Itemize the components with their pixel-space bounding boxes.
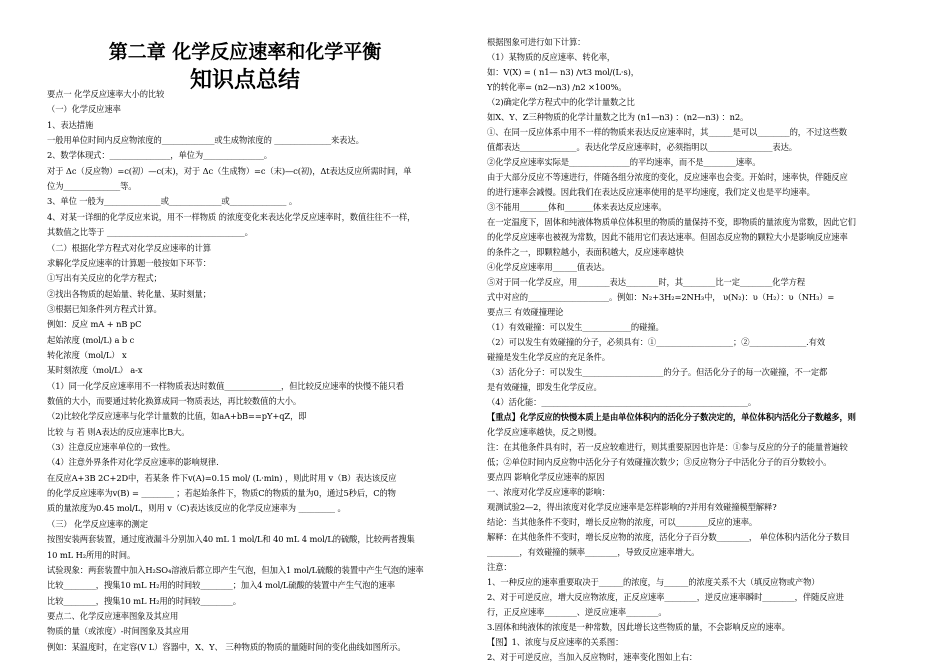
- right-text-line: （1）某物质的反应速率、转化率，: [487, 52, 616, 62]
- right-text-line: 的进行速率会减慢。因此我们在表达反应速率使用的是平均速度，我们定义也是平均速率。: [487, 187, 815, 197]
- right-text-line: 2、对于可逆反应，增大反应物浓度，正反应速率________，逆反应速率瞬时________，伴随反应进: [487, 592, 844, 602]
- right-text-line: （3）活化分子：可以发生____________________的分子。但活化分子的每一次碰撞，不一定都: [487, 367, 828, 377]
- right-text-line: 的化学反应速率也被视为常数，因此不能用它们表达速率。但固态反应物的颗粒大小是影响反应速率: [487, 232, 848, 242]
- left-text-line: 比较________，搜集10 mL H₂用的时间较________。: [47, 595, 241, 606]
- left-text-line: 例如：反应 mA + nB pC: [47, 319, 142, 330]
- right-text-line: 要点三 有效碰撞理论: [487, 307, 564, 317]
- right-text-line: 是有效碰撞，即发生化学反应。: [487, 382, 602, 392]
- right-text-line: 观测试验2—2，得出浓度对化学反应速率是怎样影响的?并用有效碰撞模型解释?: [487, 502, 777, 512]
- right-text-line: 化学反应速率越快，反之则慢。: [487, 427, 602, 437]
- right-text-line: 式中对应的____________________。例如：N₂+3H₂=2NH₃中， υ(N₂)：υ（H₂）：υ（NH₃）=: [487, 292, 835, 302]
- right-text-line: 的条件之一，即颗粒越小，表面积越大，反应速率越快: [487, 247, 684, 257]
- right-text-line: 低；②单位时间内反应物中活化分子有效碰撞次数少；③反应物分子中活化分子的百分数较小。: [487, 457, 832, 467]
- left-text-line: 例如：某温度时，在定容(V L）容器中，X、Y、 三种物质的物质的量随时间的变化曲线如图所示。: [47, 641, 406, 652]
- left-text-line: ①写出有关反应的化学方程式；: [47, 273, 162, 284]
- right-text-line: ⑤对于同一化学反应，用________表达________时，其________比一定________化学方程: [487, 277, 806, 287]
- left-text-line: （二）根据化学方程式对化学反应速率的计算: [47, 242, 211, 253]
- right-text-line: 如X、Y、Z三种物质的化学计量数之比为 (n1—n3) ：(n2—n3) ：n2。: [487, 112, 749, 122]
- left-text-line: （1）同一化学反应速率用不一样物质表达时数值______________，但比较反应速率的快慢不能只看: [47, 380, 404, 391]
- right-text-line: 【图】1、浓度与反应速率的关系图：: [487, 637, 624, 647]
- right-text-line: 行，正反应速率________、逆反应速率________。: [487, 607, 667, 617]
- right-text-line: ②化学反应速率实际是_______________的平均速率，而不是________速率。: [487, 157, 761, 167]
- right-text-line: （1）有效碰撞：可以发生____________的碰撞。: [487, 322, 664, 332]
- left-text-line: 要点二、化学反应速率图象及其应用: [47, 610, 179, 621]
- right-text-line: 值都表达______________。表达化学反应速率时，必须指明以________________表达。: [487, 142, 797, 152]
- right-text-line: 碰撞是发生化学反应的充足条件。: [487, 352, 610, 362]
- left-text-line: 1、表达措施: [47, 119, 94, 130]
- left-text-line: （2)比较化学反应速率与化学计量数的比值，如aA+bB==pY+qZ，即: [47, 411, 307, 422]
- right-text-line: 【重点】化学反应的快慢本质上是由单位体积内的活化分子数决定的，单位体积内活化分子数越多，则: [487, 412, 856, 422]
- right-text-line: 3.固体和纯液体的浓度是一种常数，因此增长这些物质的量，不会影响反应的速率。: [487, 622, 790, 632]
- left-text-line: ③根据已知条件列方程式计算。: [47, 303, 162, 314]
- left-text-line: 其数值之比等于 __________________________________。: [47, 227, 253, 238]
- left-text-line: 的化学反应速率为v(B) = ________ ；若起始条件下，物质C的物质的量为0，通过5秒后，C的物: [47, 488, 396, 499]
- right-text-line: 一、浓度对化学反应速率的影响：: [487, 487, 610, 497]
- right-text-line: 注：在其他条件具有时，若一反应较难进行，则其重要原因也许是：①参与反应的分子的能量普遍较: [487, 442, 848, 452]
- left-text-line: （一）化学反应速率: [47, 104, 121, 115]
- right-text-line: ①、在同一反应体系中用不一样的物质来表达反应速率时，其______是可以________的，不过这些数: [487, 127, 847, 137]
- left-text-line: ②找出各物质的起始量、转化量、某时刻量；: [47, 288, 211, 299]
- left-text-line: 试验现象：两套装置中加入H₂SO₄溶液后都立即产生气泡，但加入1 mol/L硫酸的装置中产生气泡的速率: [47, 564, 424, 575]
- left-text-line: 物质的量（或浓度）-时间图象及其应用: [47, 626, 190, 637]
- left-text-line: 质的量浓度为0.45 mol/L，则用 v（C)表达该反应的化学反应速率为 _________ 。: [47, 503, 346, 514]
- left-text-line: 4、对某一详细的化学反应来说，用不一样物质 的浓度变化来表达化学反应速率时，数值往往不一样，: [47, 211, 416, 222]
- right-text-line: 在一定温度下，固体和纯液体物质单位体积里的物质的量保持不变，即物质的量浓度为常数，因此它们: [487, 217, 856, 227]
- left-text-line: （三） 化学反应速率的测定: [47, 518, 148, 529]
- left-text-line: （3）注意反应速率单位的一致性。: [47, 442, 176, 453]
- left-text-line: 2、数学体现式：_______________，单位为_______________。: [47, 150, 272, 161]
- right-text-line: 解释：在其他条件不变时，增长反应物的浓度，活化分子百分数________， 单位体积内活化分子数目: [487, 532, 850, 542]
- left-text-line: 在反应A+3B 2C+2D中，若某条 件下v(A)=0.15 mol/ (L·min) ，则此时用 v（B）表达该反应: [47, 472, 397, 483]
- right-text-line: 注意：: [487, 562, 512, 572]
- right-text-line: ④化学反应速率用______值表达。: [487, 262, 610, 272]
- right-text-line: 根据图象可进行如下计算：: [487, 37, 586, 47]
- chapter-title: 第二章 化学反应速率和化学平衡: [108, 41, 382, 63]
- left-text-line: 10 mL H₂所用的时间。: [47, 549, 136, 560]
- left-text-line: 要点一 化学反应速率大小的比较: [47, 89, 165, 99]
- right-text-line: （4）活化能：___________________________________________________。: [487, 397, 757, 407]
- right-text-line: 如：V(X) = ( n1— n3) /vt3 mol/(L·s)，: [487, 67, 639, 77]
- left-text-line: 位为______________等。: [47, 181, 137, 192]
- left-text-line: 3、单位 一般为______________或_____________或______________ 。: [47, 196, 298, 207]
- right-text-line: 2、对于可逆反应，当加入反应物时，速率变化图如上右：: [487, 652, 698, 662]
- right-text-line: 由于大部分反应不等速进行，伴随各组分浓度的变化，反应速率也会变。开始时，速率快，伴随反应: [487, 172, 848, 182]
- left-text-line: 一般用单位时间内反应物浓度的_____________或生成物浓度的 ______________来表达。: [47, 135, 364, 146]
- right-text-line: （2)确定化学方程式中的化学计量数之比: [487, 97, 635, 107]
- right-text-line: （2）可以发生有效碰撞的分子，必须具有：①___________________；②______________.有效: [487, 337, 826, 347]
- left-text-line: 比较 与 若 则A表达的反应速率比B大。: [47, 426, 190, 437]
- right-text-line: 要点四 影响化学反应速率的原因: [487, 472, 605, 482]
- left-text-line: （4）注意外界条件对化学反应速率的影响规律.: [47, 457, 219, 468]
- right-text-line: ________，有效碰撞的频率________，导致反应速率增大。: [487, 547, 700, 557]
- left-text-line: 比较________，搜集10 mL H₂用的时间较________；加入4 mol/L硫酸的装置中产生气泡的速率: [47, 580, 395, 591]
- right-text-line: 结论：当其他条件不变时，增长反应物的浓度，可以________反应的速率。: [487, 517, 758, 527]
- left-text-line: 起始浓度 (mol/L) a b c: [47, 334, 135, 345]
- left-text-line: 转化浓度（mol/L） x: [47, 349, 127, 360]
- left-text-line: 按图安装两套装置，通过度液漏斗分别加入40 mL 1 mol/L和 40 mL 4 mol/L的硫酸，比较两者搜集: [47, 534, 415, 545]
- right-text-line: 1、一种反应的速率重要取决于______的浓度，与______的浓度关系不大（填反应物或产物）: [487, 577, 820, 587]
- right-text-line: Y的转化率= (n2—n3) /n2 ×100%。: [487, 82, 627, 92]
- right-text-line: ③不能用_______体和_______体来表达反应速率。: [487, 202, 667, 212]
- left-text-line: 某时刻浓度（mol/L） a-x: [47, 365, 143, 376]
- document-subtitle: 知识点总结: [189, 68, 300, 93]
- left-text-line: 数值的大小，而要通过转化换算成同一物质表达，再比较数值的大小。: [47, 396, 302, 406]
- left-text-line: 对于 Δc（反应物）=c(初）—c(末)，对于 Δc（生成物）=c（末)—c(初)，Δt表达反应所需时间，单: [47, 165, 412, 176]
- left-text-line: 求解化学反应速率的计算题一般按如下环节：: [47, 257, 211, 268]
